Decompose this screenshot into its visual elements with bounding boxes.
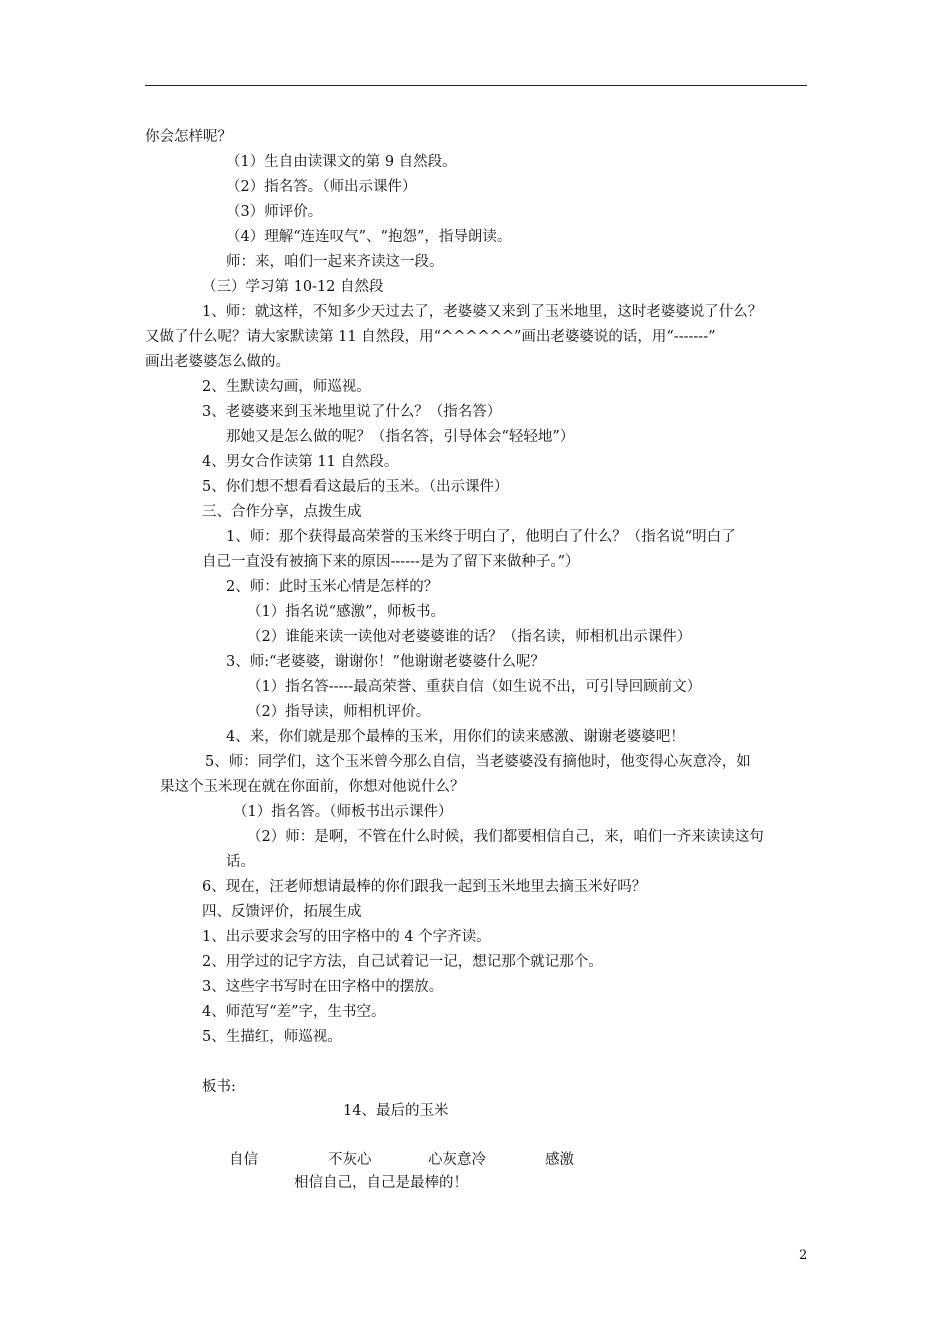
text-line: （1）指名答-----最高荣誉、重获自信（如生说不出，可引导回顾前文）	[247, 679, 702, 695]
text-line: 4、男女合作读第 11 自然段。	[202, 454, 399, 470]
text-line: 1、出示要求会写的田字格中的 4 个字齐读。	[202, 929, 491, 945]
text-line: （1）生自由读课文的第 9 自然段。	[226, 154, 457, 170]
text-line: 5、师：同学们，这个玉米曾今那么自信，当老婆婆没有摘他时，他变得心灰意冷，如	[205, 754, 751, 770]
board-word: 心灰意冷	[428, 1152, 486, 1168]
text-line: 你会怎样呢？	[145, 129, 232, 145]
text-line: 5、你们想不想看看这最后的玉米。（出示课件）	[202, 479, 509, 495]
text-line: 自己一直没有被摘下来的原因------是为了留下来做种子。”）	[202, 554, 580, 570]
text-line: 3、这些字书写时在田字格中的摆放。	[202, 979, 444, 995]
text-line: （2）指名答。（师出示课件）	[226, 179, 417, 195]
board-motto: 相信自己，自己是最棒的！	[294, 1175, 468, 1191]
text-line: 4、来，你们就是那个最棒的玉米，用你们的读来感激、谢谢老婆婆吧！	[226, 729, 685, 745]
text-line: 5、生描红，师巡视。	[202, 1029, 342, 1045]
text-line: （2）师：是啊，不管在什么时候，我们都要相信自己，来，咱们一齐来读读这句	[247, 829, 764, 845]
text-line: 3、老婆婆来到玉米地里说了什么？（指名答）	[202, 404, 502, 420]
text-line: 画出老婆婆怎么做的。	[145, 354, 290, 370]
board-word: 自信	[229, 1152, 258, 1168]
header-rule	[145, 85, 807, 86]
text-line: 2、生默读勾画，师巡视。	[202, 379, 371, 395]
page-number: 2	[799, 1248, 808, 1263]
text-line: 3、师:“老婆婆，谢谢你！”他谢谢老婆婆什么呢？	[226, 654, 545, 670]
text-line: 2、师：此时玉米心情是怎样的？	[226, 579, 439, 595]
board-label: 板书:	[202, 1079, 236, 1095]
text-line: 果这个玉米现在就在你面前，你想对他说什么？	[160, 779, 465, 795]
board-word: 不灰心	[328, 1152, 372, 1168]
text-line: 1、师：就这样，不知多少天过去了，老婆婆又来到了玉米地里，这时老婆婆说了什么？	[202, 304, 763, 320]
text-line: （1）指名答。（师板书出示课件）	[233, 804, 453, 820]
text-line: 那她又是怎么做的呢？（指名答，引导体会“轻轻地”）	[226, 429, 575, 445]
text-line: 师：来，咱们一起来齐读这一段。	[226, 254, 444, 270]
text-line: （2）指导读，师相机评价。	[247, 704, 431, 720]
text-line: （4）理解“连连叹气”、“抱怨”，指导朗读。	[226, 229, 512, 245]
text-line: 2、用学过的记字方法，自己试着记一记，想记那个就记那个。	[202, 954, 603, 970]
text-line: 1、师：那个获得最高荣誉的玉米终于明白了，他明白了什么？（指名说“明白了	[226, 529, 736, 545]
text-line: 话。	[226, 854, 255, 870]
section-heading: 三、合作分享，点拨生成	[202, 504, 362, 520]
board-title: 14、最后的玉米	[343, 1103, 449, 1119]
section-heading: 四、反馈评价，拓展生成	[202, 904, 362, 920]
text-line: 4、师范写“差”字，生书空。	[202, 1004, 386, 1020]
board-word: 感激	[545, 1152, 574, 1168]
text-line: 又做了什么呢？请大家默读第 11 自然段，用“^^^^^^”画出老婆婆说的话，用“-------”	[145, 329, 716, 345]
section-heading: （三）学习第 10-12 自然段	[202, 279, 384, 295]
text-line: （1）指名说“感激”，师板书。	[247, 604, 446, 620]
text-line: （2）谁能来读一读他对老婆婆谁的话？（指名读，师相机出示课件）	[247, 629, 692, 645]
text-line: 6、现在，汪老师想请最棒的你们跟我一起到玉米地里去摘玉米好吗？	[202, 879, 647, 895]
text-line: （3）师评价。	[226, 204, 323, 220]
